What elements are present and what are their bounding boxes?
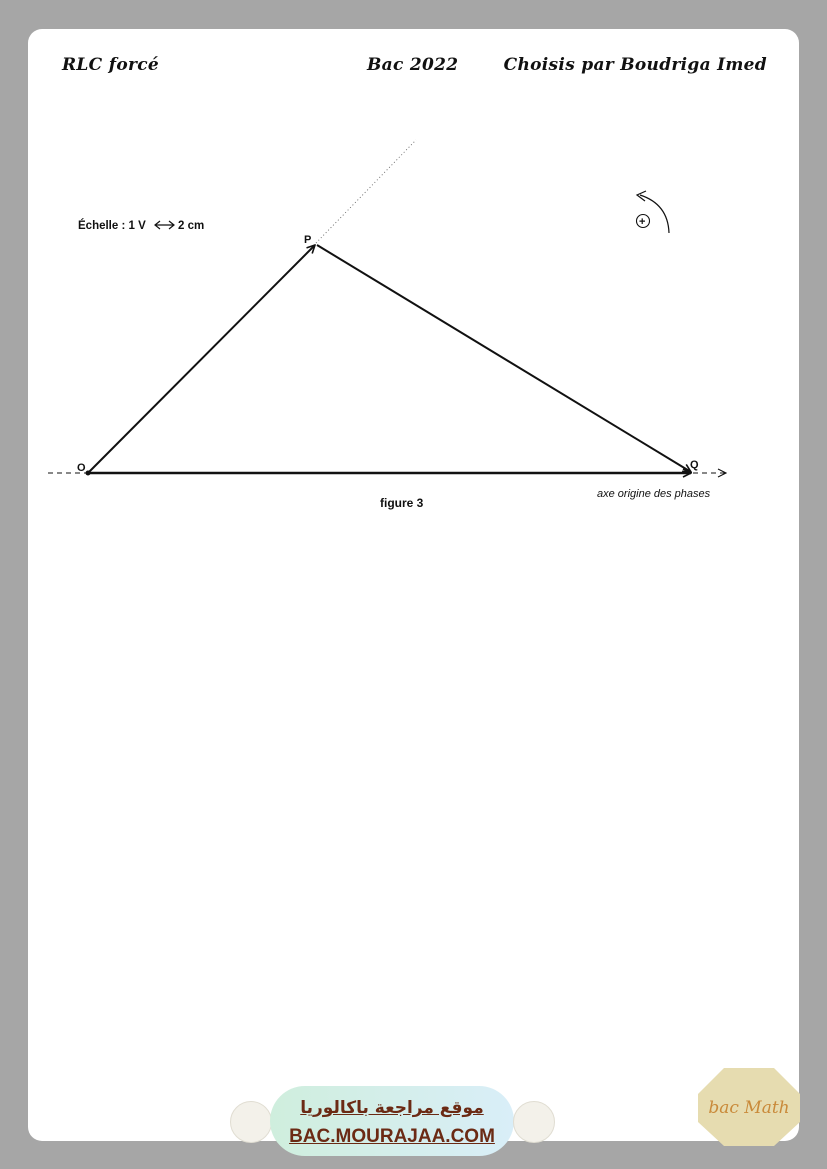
axis-label: axe origine des phases	[597, 488, 711, 500]
header-center: Bac 2022	[367, 55, 459, 75]
site-logo-left	[230, 1101, 272, 1143]
bacmath-logo-text: bac Math	[708, 1098, 790, 1118]
footer-url-link[interactable]: BAC.MOURAJAA.COM	[289, 1126, 495, 1147]
header-left: RLC forcé	[62, 55, 160, 75]
vector-pq	[317, 245, 691, 472]
label-point-p: P	[304, 234, 312, 246]
double-arrow-icon	[155, 221, 174, 229]
label-point-o: O	[77, 462, 86, 474]
scale-prefix: Échelle : 1 V	[78, 220, 146, 232]
header-right: Choisis par Boudriga Imed	[503, 55, 767, 75]
footer-arabic-title: موقع مراجعة باكالوريا	[300, 1098, 484, 1118]
op-extension-dotted	[316, 140, 416, 243]
scale-suffix: 2 cm	[178, 220, 205, 232]
vector-op	[88, 245, 315, 473]
label-point-q: Q	[690, 459, 699, 471]
rotation-sign: +	[639, 216, 646, 228]
site-logo-right	[513, 1101, 555, 1143]
origin-dot	[86, 471, 91, 476]
figure-caption: figure 3	[380, 496, 424, 510]
footer-banner[interactable]	[270, 1086, 514, 1156]
bacmath-logo	[696, 1066, 802, 1146]
